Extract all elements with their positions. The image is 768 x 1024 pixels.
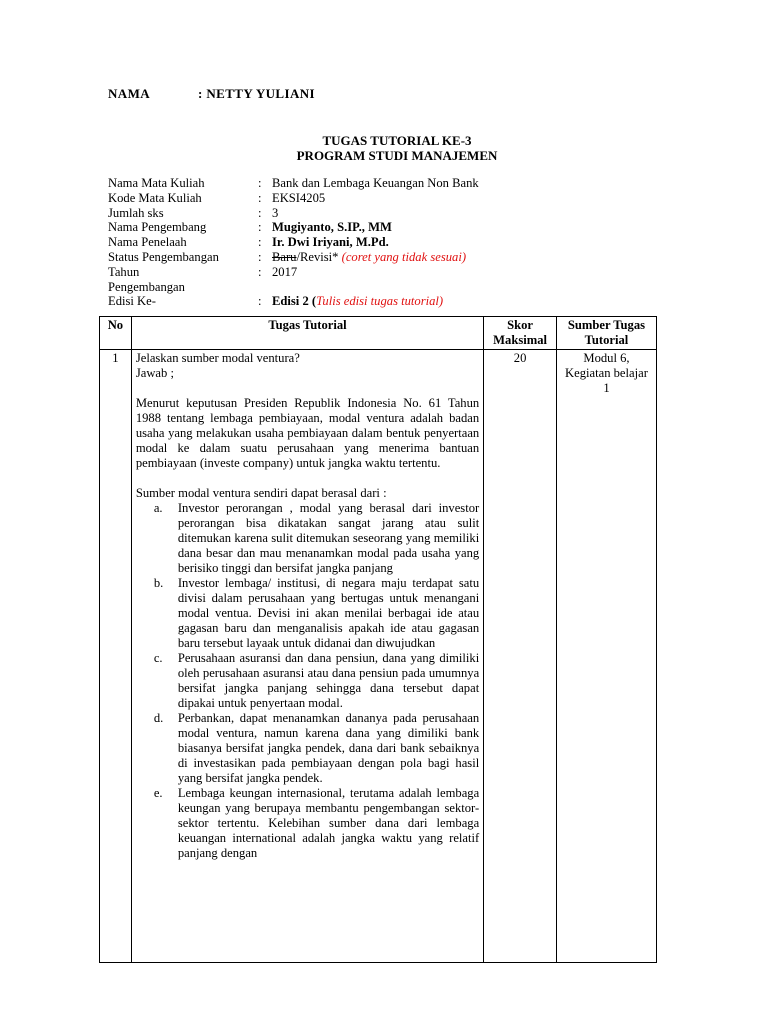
cell-no: 1 (100, 350, 132, 963)
list-item-text: Perbankan, dapat menanamkan dananya pada perusahaan modal ventura, namun karena dana yang dimiliki bank biasanya bersifat jangka pendek, dana dari bank sebaiknya di investasikan pada pembiayaan dengan pola bagi hasil yang bersifat jangka pendek. (177, 711, 480, 785)
question-text: Jelaskan sumber modal ventura? (135, 351, 300, 365)
heading-line-2: PROGRAM STUDI MANAJEMEN (296, 148, 498, 163)
list-item (154, 501, 479, 576)
info-colon: : (258, 176, 262, 190)
info-label: Kode Mata Kuliah (108, 190, 202, 205)
info-row-tahun (108, 265, 528, 280)
answer-paragraph-1: Menurut keputusan Presiden Republik Indonesia No. 61 Tahun 1988 tentang lembaga pembiayaan, modal ventura adalah badan usaha yang melakukan usaha pembiayaan dalam bentuk penyertaan modal ke dalam suatu perusahaan yang menerima bantuan pembiayaan (investe company) untuk jangka waktu tertentu. (135, 396, 480, 470)
cell-task (131, 350, 483, 963)
info-row-status (108, 250, 528, 265)
heading-line-1: TUGAS TUTORIAL KE-3 (322, 133, 472, 148)
info-row-pengembang (108, 220, 528, 235)
list-item (154, 651, 479, 711)
info-label: Nama Mata Kuliah (108, 176, 205, 190)
list-item-label: a. (153, 501, 163, 515)
info-label: Pengembangan (108, 279, 185, 294)
info-label: Tahun (108, 264, 140, 279)
list-item-text: Investor perorangan , modal yang berasal dari investor perorangan bisa dikatakan sangat jarang atau sulit ditemukan karena sulit ditemukan seseorang yang memiliki dana besar dan mau menanamkan modal pada usaha yang berisiko tinggi dan bersifat jangka panjang (177, 501, 480, 575)
info-colon: : (258, 220, 262, 235)
info-row-sks (108, 206, 528, 221)
document-heading (0, 133, 768, 163)
list-item (154, 786, 479, 861)
info-value: Ir. Dwi Iriyani, M.Pd. (272, 235, 389, 250)
list-item-text: Investor lembaga/ institusi, di negara maju terdapat satu divisi dalam perusahaan yang bertugas untuk menangani modal ventua. Devisi ini akan menilai berbagai ide atau gagasan baru dan menganalisis apakah ide atau gagasan baru tersebut layaak untuk didanai dan diwujudkan (177, 576, 480, 650)
info-label: Jumlah sks (108, 205, 164, 220)
name-label: NAMA (108, 86, 151, 101)
info-row-mata-kuliah (108, 176, 528, 191)
info-value: 3 (272, 205, 279, 220)
list-item-text: Lembaga keungan internasional, terutama adalah lembaga keungan yang berupaya membantu pengembangan sektor-sektor tertentu. Kelebihan sumber dana dari lembaga keuangan international adalah jangka waktu yang relatif panjang dengan (177, 786, 480, 860)
course-info (108, 176, 528, 309)
info-colon: : (258, 235, 262, 250)
status-baru-struck: Baru (272, 249, 297, 264)
table-header-row (100, 317, 657, 350)
cell-skor: 20 (484, 350, 557, 963)
list-item-label: d. (153, 711, 164, 725)
info-label: Nama Pengembang (108, 220, 207, 235)
header-tugas: Tugas Tutorial (131, 317, 483, 350)
header-skor: Skor Maksimal (484, 317, 557, 350)
info-row-tahun-cont (108, 280, 528, 295)
info-value: 2017 (272, 264, 298, 279)
cell-sumber: Modul 6, Kegiatan belajar 1 (556, 350, 656, 963)
status-revisi: /Revisi* (296, 249, 339, 264)
list-item (154, 711, 479, 786)
table-row (100, 350, 657, 963)
list-item-label: b. (153, 576, 164, 590)
info-label: Edisi Ke- (108, 294, 156, 309)
list-item (154, 576, 479, 651)
info-value (272, 294, 528, 309)
header-no: No (100, 317, 132, 350)
info-label: Nama Penelaah (108, 235, 187, 250)
source-list (136, 501, 479, 861)
header-sumber: Sumber Tugas Tutorial (556, 317, 656, 350)
info-label: Status Pengembangan (108, 249, 219, 264)
info-row-edisi (108, 294, 528, 309)
info-colon: : (258, 190, 262, 205)
info-colon: : (258, 294, 262, 309)
info-row-penelaah (108, 235, 528, 250)
info-value: EKSI4205 (272, 190, 326, 205)
info-colon: : (258, 264, 262, 279)
list-item-text: Perusahaan asuransi dan dana pensiun, dana yang dimiliki oleh perusahaan asuransi atau dana pensiun pada umumnya bersifat jangka panjang sehingga dana tersebut dapat dipakai untuk penyertaan modal. (177, 651, 480, 710)
answer-paragraph-2: Sumber modal ventura sendiri dapat berasal dari : (135, 486, 387, 500)
list-item-label: c. (153, 651, 163, 665)
tutorial-table (99, 316, 657, 963)
info-value (272, 250, 528, 265)
edisi-value: Edisi 2 ( (272, 294, 317, 309)
student-name-line (108, 86, 315, 101)
edisi-note: Tulis edisi tugas tutorial) (316, 294, 444, 309)
info-value: Bank dan Lembaga Keuangan Non Bank (272, 176, 479, 190)
jawab-label: Jawab ; (135, 366, 174, 380)
info-row-kode (108, 191, 528, 206)
info-colon: : (258, 205, 262, 220)
info-colon: : (258, 249, 262, 264)
name-value: : NETTY YULIANI (198, 86, 315, 101)
info-value: Mugiyanto, S.IP., MM (272, 220, 392, 235)
list-item-label: e. (153, 786, 163, 800)
status-note: (coret yang tidak sesuai) (341, 249, 467, 264)
